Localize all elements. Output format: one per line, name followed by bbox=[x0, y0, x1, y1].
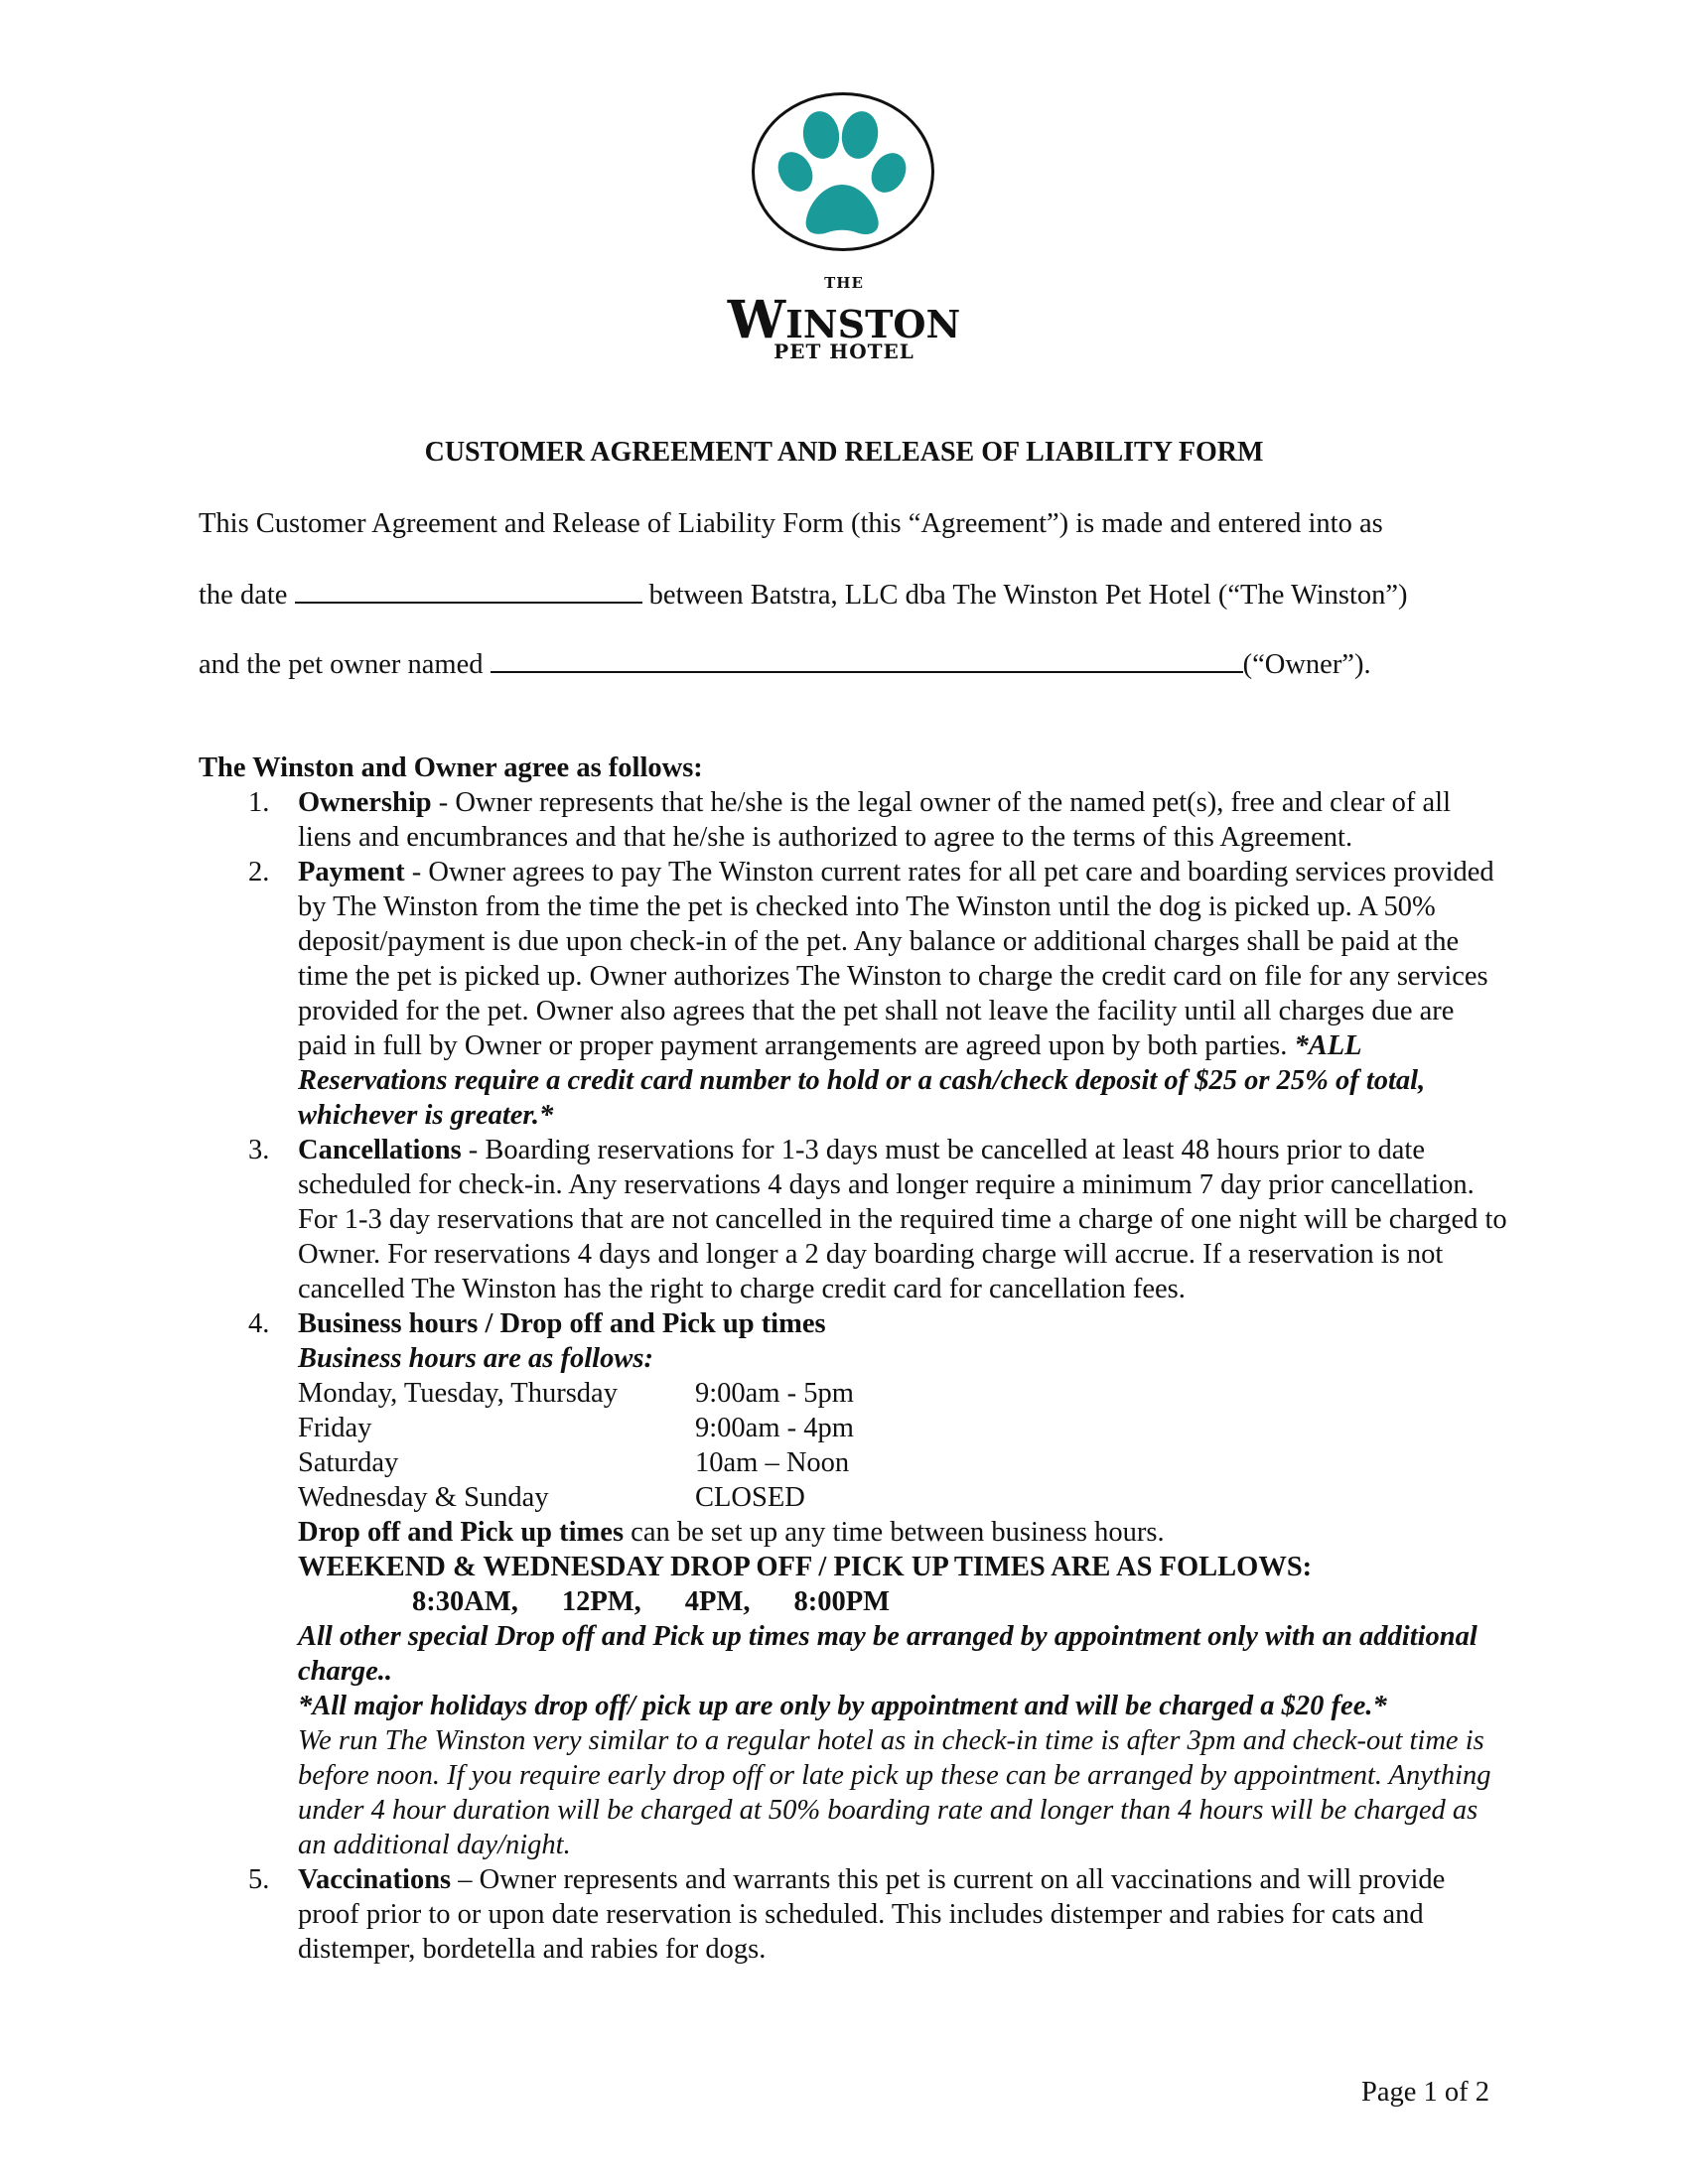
hours-day: Saturday bbox=[298, 1447, 399, 1478]
hours-table bbox=[298, 1376, 1509, 1515]
hours-heading: Business hours are as follows: bbox=[298, 1343, 653, 1374]
reservation-deposit-note: *ALL Reservations require a credit card number to hold or a cash/check deposit of $25 or 25% of total, whichever is greater.* bbox=[298, 1030, 1426, 1131]
paw-print-icon bbox=[755, 95, 931, 248]
weekend-time: 4PM, bbox=[684, 1586, 751, 1617]
logo-emblem bbox=[752, 92, 934, 251]
term-text: – Owner represents and warrants this pet is current on all vaccinations and will provide proof prior to or upon date reservation is scheduled. This includes distemper and rabies for cats and distemper, bordetella and rabies for dogs. bbox=[298, 1864, 1446, 1965]
weekend-time: 12PM, bbox=[561, 1586, 641, 1617]
term-text: - Boarding reservations for 1-3 days must be cancelled at least 48 hours prior to date scheduled for check-in. Any reservations 4 days and longer require a minimum 7 day prior cancellation. For 1-3 day reservations that are not cancelled in the required time a charge of one night will be charged to Owner. For reservations 4 days and longer a 2 day boarding charge will accrue. If a reservation is not cancelled The Winston has the right to charge credit card for cancellation fees. bbox=[298, 1135, 1507, 1304]
hours-row bbox=[298, 1480, 1509, 1515]
logo-pet-hotel: PET HOTEL bbox=[774, 340, 914, 363]
intro-owner-label: and the pet owner named bbox=[199, 649, 484, 680]
date-field[interactable] bbox=[295, 578, 642, 604]
term-business-hours bbox=[199, 1306, 1509, 1862]
term-label: Vaccinations bbox=[298, 1864, 452, 1895]
hours-time: 9:00am - 4pm bbox=[695, 1413, 854, 1443]
dropoff-line bbox=[298, 1515, 1509, 1550]
dropoff-label: Drop off and Pick up times bbox=[298, 1517, 625, 1548]
logo-winston-initial: W bbox=[727, 290, 786, 350]
hours-time: 10am – Noon bbox=[695, 1447, 850, 1478]
agreement-section bbox=[199, 751, 1509, 1967]
dropoff-text: can be set up any time between business hours. bbox=[624, 1517, 1165, 1548]
hotel-policy-note: We run The Winston very similar to a regular hotel as in check-in time is after 3pm and check-out time is before noon. If you require early drop off or late pick up these can be arranged by appointment. Anything under 4 hour duration will be charged at 50% boarding rate and longer than 4 hours will be charged as an additional day/night. bbox=[298, 1725, 1491, 1860]
term-label: Ownership bbox=[298, 787, 432, 818]
intro-date-label: the date bbox=[199, 580, 288, 611]
hours-row bbox=[298, 1411, 1509, 1445]
hours-day: Wednesday & Sunday bbox=[298, 1482, 549, 1513]
holiday-note: *All major holidays drop off/ pick up are only by appointment and will be charged a $20 fee.* bbox=[298, 1691, 1387, 1721]
term-text: - Owner agrees to pay The Winston current rates for all pet care and boarding services provided by The Winston from the time the pet is checked into The Winston until the dog is picked up. A 50% deposit/payment is due upon check-in of the pet. Any balance or additional charges shall be paid at the time the pet is picked up. Owner authorizes The Winston to charge the credit card on file for any services provided for the pet. Owner also agrees that the pet shall not leave the facility until all charges due are paid in full by Owner or proper payment arrangements are agreed upon by both parties. bbox=[298, 857, 1494, 1061]
logo-the: THE bbox=[824, 274, 864, 292]
hours-day: Monday, Tuesday, Thursday bbox=[298, 1378, 618, 1409]
weekend-heading: WEEKEND & WEDNESDAY DROP OFF / PICK UP TIMES ARE AS FOLLOWS: bbox=[298, 1552, 1313, 1582]
terms-list bbox=[199, 785, 1509, 1967]
owner-name-field[interactable] bbox=[491, 647, 1243, 673]
term-number: 2. bbox=[248, 857, 270, 887]
hours-time: CLOSED bbox=[695, 1482, 805, 1513]
page-title: CUSTOMER AGREEMENT AND RELEASE OF LIABILITY FORM bbox=[424, 437, 1264, 468]
hours-row bbox=[298, 1376, 1509, 1411]
hours-day: Friday bbox=[298, 1413, 372, 1443]
hours-time: 9:00am - 5pm bbox=[695, 1378, 854, 1409]
weekend-time: 8:00PM bbox=[793, 1586, 891, 1617]
hours-row bbox=[298, 1445, 1509, 1480]
weekend-time: 8:30AM, bbox=[412, 1586, 518, 1617]
intro-parties-text: between Batstra, LLC dba The Winston Pet Hotel (“The Winston”) bbox=[648, 580, 1408, 611]
term-number: 4. bbox=[248, 1308, 270, 1339]
intro-line-3 bbox=[199, 647, 1371, 681]
intro-owner-suffix: (“Owner”). bbox=[1242, 649, 1371, 680]
term-label: Business hours / Drop off and Pick up times bbox=[298, 1308, 826, 1339]
intro-line-1: This Customer Agreement and Release of Liability Form (this “Agreement”) is made and entered into as bbox=[199, 508, 1383, 539]
term-payment bbox=[199, 855, 1509, 1133]
term-vaccinations bbox=[199, 1862, 1509, 1967]
logo-winston-rest: INSTON bbox=[785, 302, 961, 346]
weekend-times bbox=[298, 1584, 1509, 1619]
term-number: 1. bbox=[248, 787, 270, 818]
term-number: 3. bbox=[248, 1135, 270, 1165]
term-cancellations bbox=[199, 1133, 1509, 1306]
term-ownership bbox=[199, 785, 1509, 855]
term-label: Cancellations bbox=[298, 1135, 462, 1165]
intro-line-2 bbox=[199, 578, 1408, 612]
special-times-note: All other special Drop off and Pick up times may be arranged by appointment only with an additional charge.. bbox=[298, 1621, 1477, 1687]
term-label: Payment bbox=[298, 857, 405, 887]
term-number: 5. bbox=[248, 1864, 270, 1895]
page-number: Page 1 of 2 bbox=[1360, 2077, 1489, 2108]
agreement-heading: The Winston and Owner agree as follows: bbox=[199, 752, 703, 783]
term-text: - Owner represents that he/she is the legal owner of the named pet(s), free and clear of all liens and encumbrances and that he/she is authorized to agree to the terms of this Agreement. bbox=[298, 787, 1451, 853]
